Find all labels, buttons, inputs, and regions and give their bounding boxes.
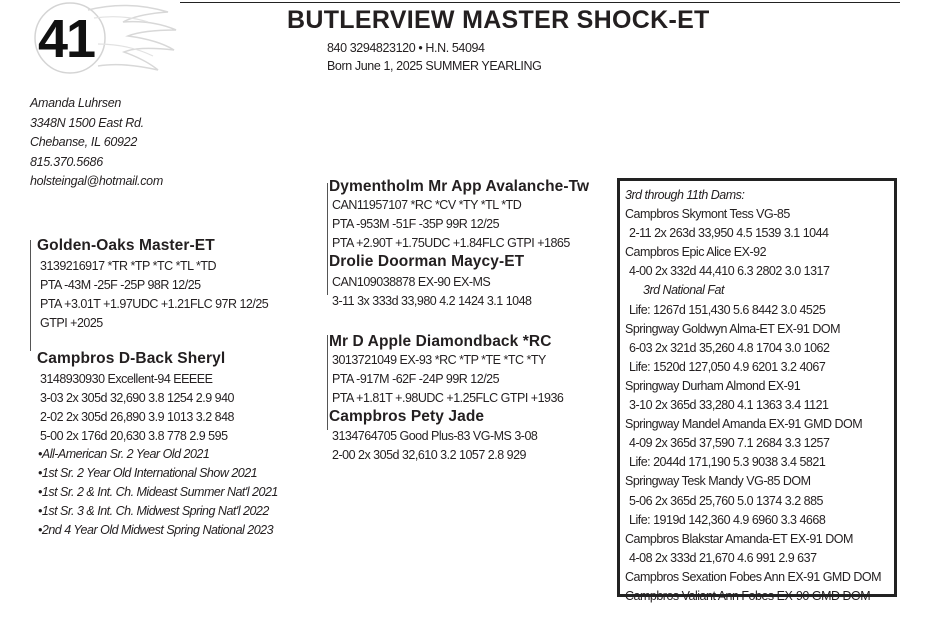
ancestor-dam-record: 2-11 2x 263d 33,950 4.5 1539 3.1 1044	[629, 226, 829, 241]
ancestor-dam-name: Campbros Valiant Ann Fobes EX-90 GMD DOM	[625, 588, 871, 603]
sire-name: Golden-Oaks Master-ET	[37, 237, 215, 254]
sire-sire-info-line: PTA +2.90T +1.75UDC +1.84FLC GTPI +1865	[332, 236, 570, 250]
sire-info-line: GTPI +2025	[40, 316, 103, 330]
owner-name: Amanda Luhrsen	[30, 96, 122, 110]
ancestor-dam-name: Springway Tesk Mandy VG-85 DOM	[625, 474, 811, 489]
sire-info-line: PTA -43M -25F -25P 98R 12/25	[40, 278, 201, 292]
sire-dam-name: Drolie Doorman Maycy-ET	[329, 253, 525, 270]
registration-line: 840 3294823120 • H.N. 54094	[327, 41, 485, 55]
ancestor-dam-name: Springway Goldwyn Alma-ET EX-91 DOM	[625, 321, 840, 336]
sire-sire-info-line: CAN11957107 *RC *CV *TY *TL *TD	[332, 198, 522, 212]
ancestor-dam-record: 4-00 2x 332d 44,410 6.3 2802 3.0 1317	[629, 264, 830, 279]
born-line: Born June 1, 2025 SUMMER YEARLING	[327, 59, 542, 73]
ancestor-dam-record: 6-03 2x 321d 35,260 4.8 1704 3.0 1062	[629, 340, 830, 355]
ancestor-dam-name: Campbros Skymont Tess VG-85	[625, 207, 790, 222]
ancestor-dam-name: Springway Durham Almond EX-91	[625, 378, 801, 393]
pedigree-connector	[327, 335, 328, 430]
sire-sire-name: Dymentholm Mr App Avalanche-Tw	[329, 178, 590, 195]
animal-title: BUTLERVIEW MASTER SHOCK-ET	[287, 6, 710, 34]
ancestor-dam-record: Life: 1267d 151,430 5.6 8442 3.0 4525	[629, 302, 826, 317]
ancestor-dam-record: 4-09 2x 365d 37,590 7.1 2684 3.3 1257	[629, 436, 830, 451]
dam-sire-info-line: PTA +1.81T +.98UDC +1.25FLC GTPI +1936	[332, 391, 564, 405]
dam-info-line: 3148930930 Excellent-94 EEEEE	[40, 372, 213, 386]
extended-dams-heading: 3rd through 11th Dams:	[625, 188, 745, 202]
dam-dam-name: Campbros Pety Jade	[329, 408, 485, 425]
sire-dam-info	[332, 273, 532, 311]
ancestor-dam-record: Life: 1520d 127,050 4.9 6201 3.2 4067	[629, 359, 826, 374]
dam-sire-info	[332, 351, 563, 408]
sire-sire-info-line: PTA -953M -51F -35P 99R 12/25	[332, 217, 500, 231]
owner-phone: 815.370.5686	[30, 154, 103, 169]
dam-sire-info-line: 3013721049 EX-93 *RC *TP *TE *TC *TY	[332, 353, 546, 367]
dam-sire-info-line: PTA -917M -62F -24P 99R 12/25	[332, 372, 500, 386]
ancestor-dam-record: 4-08 2x 333d 21,670 4.6 991 2.9 637	[629, 550, 817, 565]
ancestor-dam-record: 5-06 2x 365d 25,760 5.0 1374 3.2 885	[629, 493, 823, 508]
ancestor-dam-note: 3rd National Fat	[643, 283, 724, 298]
ancestor-dam-name: Campbros Epic Alice EX-92	[625, 245, 767, 260]
pedigree-connector	[30, 240, 31, 351]
lot-number: 41	[38, 9, 95, 69]
dam-honors	[38, 445, 278, 540]
dam-honor: •1st Sr. 2 & Int. Ch. Mideast Summer Nat'l 2021	[38, 485, 278, 499]
ancestor-dam-record: 3-10 2x 365d 33,280 4.1 1363 3.4 1121	[629, 398, 829, 413]
dam-sire-name: Mr D Apple Diamondback *RC	[329, 333, 552, 350]
ancestor-dam-name: Springway Mandel Amanda EX-91 GMD DOM	[625, 417, 863, 432]
dam-dam-info	[332, 427, 537, 465]
dam-honor: •All-American Sr. 2 Year Old 2021	[38, 447, 210, 461]
dam-record: 5-00 2x 176d 20,630 3.8 778 2.9 595	[40, 429, 228, 443]
owner-city: Chebanse, IL 60922	[30, 135, 137, 149]
sire-info-line: PTA +3.01T +1.97UDC +1.21FLC 97R 12/25	[40, 297, 269, 311]
dam-record: 2-02 2x 305d 26,890 3.9 1013 3.2 848	[40, 410, 234, 424]
dam-name: Campbros D-Back Sheryl	[37, 350, 226, 367]
dam-honor: •1st Sr. 3 & Int. Ch. Midwest Spring Nat'l 2022	[38, 504, 269, 518]
sire-dam-record: 3-11 3x 333d 33,980 4.2 1424 3.1 1048	[332, 294, 532, 308]
pedigree-connector	[327, 183, 328, 295]
dam-honor: •1st Sr. 2 Year Old International Show 2021	[38, 466, 258, 480]
dam-honor: •2nd 4 Year Old Midwest Spring National 2023	[38, 523, 274, 537]
extended-dams-list	[625, 186, 881, 606]
ancestor-dam-record: Life: 1919d 142,360 4.9 6960 3.3 4668	[629, 512, 826, 527]
dam-info	[40, 370, 234, 446]
ancestor-dam-name: Campbros Blakstar Amanda-ET EX-91 DOM	[625, 531, 853, 546]
dam-dam-record: 2-00 2x 305d 32,610 3.2 1057 2.8 929	[332, 448, 526, 462]
owner-address: 3348N 1500 East Rd.	[30, 115, 144, 130]
sire-dam-info-line: CAN109038878 EX-90 EX-MS	[332, 275, 491, 289]
dam-record: 3-03 2x 305d 32,690 3.8 1254 2.9 940	[40, 391, 234, 405]
ancestor-dam-name: Campbros Sexation Fobes Ann EX-91 GMD DOM	[625, 569, 882, 584]
owner-email[interactable]: holsteingal@hotmail.com	[30, 174, 163, 188]
sire-info-line: 3139216917 *TR *TP *TC *TL *TD	[40, 259, 217, 273]
sire-sire-info	[332, 196, 570, 253]
lot-badge	[28, 0, 178, 78]
sire-info	[40, 257, 268, 333]
dam-dam-info-line: 3134764705 Good Plus-83 VG-MS 3-08	[332, 429, 538, 443]
owner-block	[30, 94, 163, 192]
header-rule	[180, 2, 900, 3]
ancestor-dam-record: Life: 2044d 171,190 5.3 9038 3.4 5821	[629, 455, 826, 470]
